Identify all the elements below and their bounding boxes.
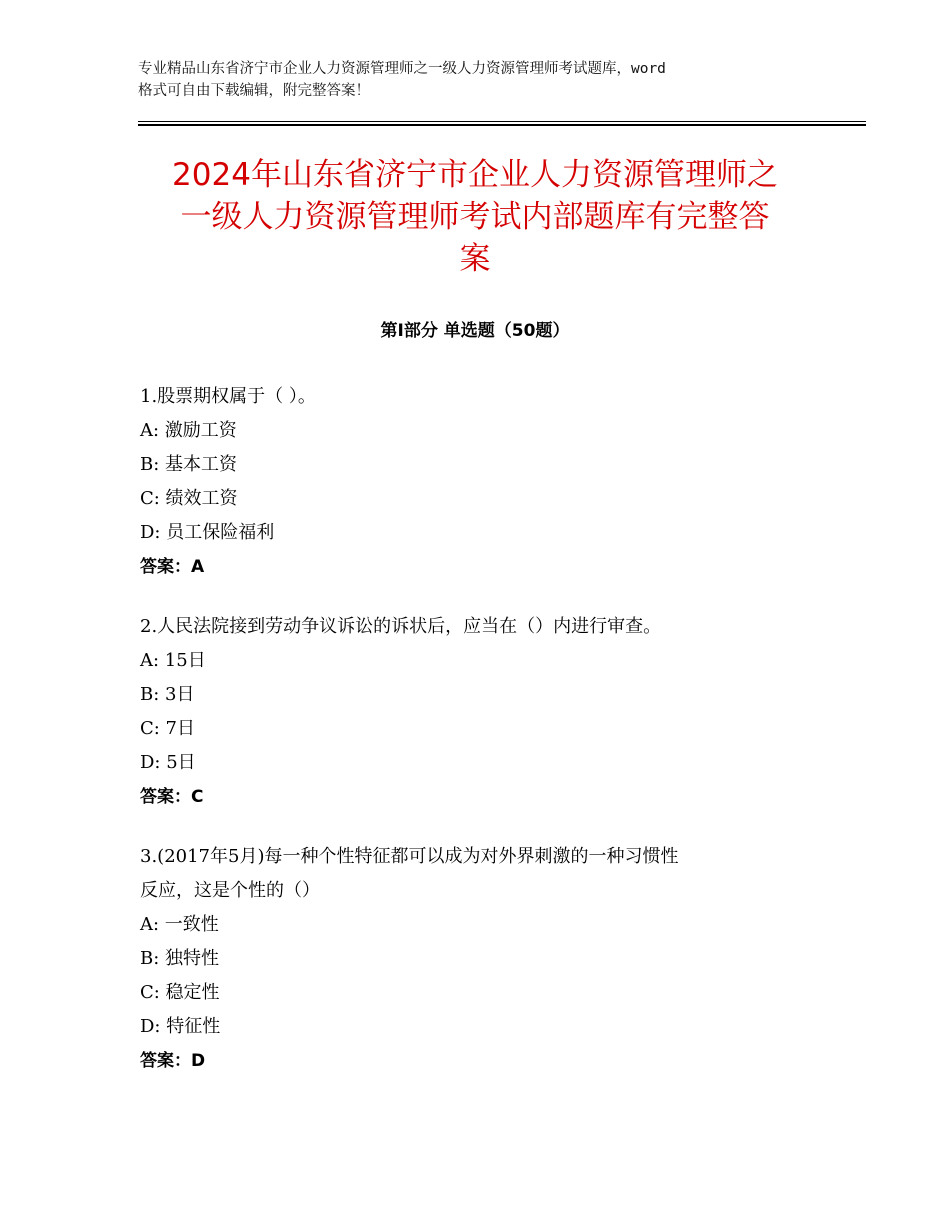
document-title bbox=[120, 154, 830, 280]
question-stem: 2.人民法院接到劳动争议诉讼的诉状后，应当在（）内进行审查。 bbox=[140, 616, 662, 637]
question-list bbox=[140, 380, 820, 1104]
question-2 bbox=[140, 610, 820, 814]
option-a: A: 激励工资 bbox=[140, 420, 237, 441]
option-a: A: 15日 bbox=[140, 650, 206, 671]
option-b: B: 基本工资 bbox=[140, 454, 238, 475]
header-note-line-2: 格式可自由下载编辑，附完整答案！ bbox=[138, 83, 370, 99]
option-b: B: 独特性 bbox=[140, 948, 220, 969]
document-title-line-3: 案 bbox=[459, 241, 491, 277]
question-stem: 1.股票期权属于（ ）。 bbox=[140, 386, 316, 407]
answer: 答案：A bbox=[140, 557, 205, 577]
question-1 bbox=[140, 380, 820, 584]
header-divider-thin bbox=[138, 121, 866, 122]
header-divider-thick bbox=[138, 124, 866, 126]
document-title-line-1: 2024年山东省济宁市企业人力资源管理师之 bbox=[172, 157, 778, 193]
option-d: D: 特征性 bbox=[140, 1016, 221, 1037]
answer: 答案：C bbox=[140, 787, 204, 807]
header-note bbox=[138, 58, 828, 102]
question-stem-continued: 反应，这是个性的（） bbox=[140, 880, 320, 901]
option-b: B: 3日 bbox=[140, 684, 195, 705]
option-d: D: 员工保险福利 bbox=[140, 522, 275, 543]
option-c: C: 稳定性 bbox=[140, 982, 220, 1003]
option-c: C: 7日 bbox=[140, 718, 196, 739]
section-title: 第Ⅰ部分 单选题（50题） bbox=[380, 321, 570, 341]
header-note-line-1: 专业精品山东省济宁市企业人力资源管理师之一级人力资源管理师考试题库，word bbox=[138, 61, 666, 77]
document-title-line-2: 一级人力资源管理师考试内部题库有完整答 bbox=[180, 199, 770, 235]
question-3 bbox=[140, 840, 820, 1078]
option-d: D: 5日 bbox=[140, 752, 196, 773]
answer: 答案：D bbox=[140, 1051, 206, 1071]
question-stem: 3.(2017年5月)每一种个性特征都可以成为对外界刺激的一种习惯性 bbox=[140, 846, 679, 867]
option-c: C: 绩效工资 bbox=[140, 488, 238, 509]
option-a: A: 一致性 bbox=[140, 914, 219, 935]
